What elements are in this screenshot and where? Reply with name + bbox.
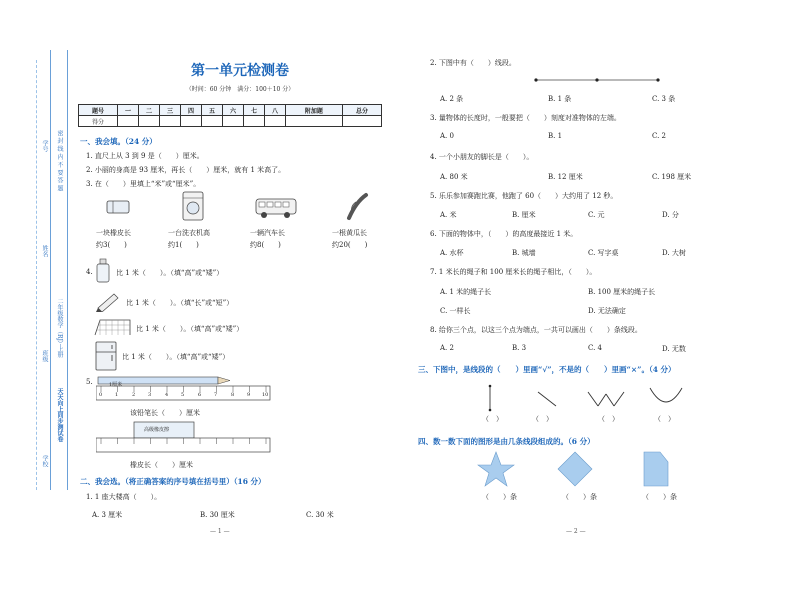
segment-figure [534,76,660,84]
score-cell[interactable] [117,116,138,127]
s2-q6: 6. 下面的物体中，（ ）的高度最接近 1 米。 [430,230,578,238]
page-number-1: — 1 — [210,528,230,535]
ruler-tick: 7 [214,392,218,398]
s2-q1-option-a[interactable]: A. 3 厘米 [92,511,123,519]
s2-q5: 5. 乐乐参加赛跑比赛，他跑了 60（ ）大约用了 12 秒。 [430,192,618,200]
cap4a: 一根黄瓜长 [332,229,367,237]
s2-q8: 8. 给你三个点，以这三个点为端点，一共可以画出（ ）条线段。 [430,326,642,334]
score-cell[interactable] [243,116,264,127]
s2-q7-option-c[interactable]: C. 一样长 [440,307,471,315]
s4-answer-diamond[interactable]: （ ）条 [562,493,597,501]
s2-q7-option-d[interactable]: D. 无法确定 [588,307,626,315]
s3-answer-3[interactable]: （ ） [598,415,619,423]
s4-answer-pentagon[interactable]: （ ）条 [642,493,677,501]
cut-line [36,60,37,490]
side-label-school: 学校 [41,455,48,467]
s1-q4a: 比 1 米（ ）。（填“高”或“矮”） [116,269,224,277]
ruler-tick: 1 [115,392,119,398]
s1-q4d: 比 1 米（ ）。（填“高”或“矮”） [122,353,230,361]
side-label-class: 班级 [41,350,48,362]
s2-q7-option-b[interactable]: B. 100 厘米的绳子长 [588,288,656,296]
s2-q3: 3. 量物体的长度时，一般要把（ ）刻度对准物体的左端。 [430,114,621,122]
segment-shapes-row [478,382,698,414]
ruler-tick: 2 [132,392,136,398]
s2-q4: 4. 一个小朋友的脚长是（ ）。 [430,153,534,161]
diamond-icon [556,450,594,488]
s1-q1: 1. 直尺上从 3 到 9 是（ ）厘米。 [86,152,204,160]
side-label-student-id: 学号 [41,140,48,152]
soccer-goal-icon [92,316,134,338]
score-head-cell: 题号 [79,105,118,116]
section-3-title: 三、下图中，是线段的（ ）里画“√”，不是的（ ）里画“×”。（4 分） [418,365,676,374]
s2-q3-option-b[interactable]: B. 1 [548,132,563,140]
s2-q2: 2. 下图中有（ ）线段。 [430,59,516,67]
s2-q5-option-a[interactable]: A. 米 [440,211,457,219]
eraser-icon [104,196,132,218]
cap1b: 约3( ) [96,241,127,249]
s1-q3: 3. 在（ ）里填上“米”或“厘米”。 [86,180,201,188]
page-number-2: — 2 — [566,528,586,535]
s2-q8-option-d[interactable]: D. 无数 [662,345,686,353]
s2-q6-option-d[interactable]: D. 大树 [662,249,686,257]
pencil-ruler-figure [96,374,272,408]
s2-q4-option-a[interactable]: A. 80 米 [440,173,468,181]
score-row-label: 得分 [79,116,118,127]
ruler-tick: 6 [198,392,202,398]
s4-answer-star[interactable]: （ ）条 [482,493,517,501]
ruler-tick: 3 [148,392,152,398]
exam-meta: （时间：60 分钟 满分：100＋10 分） [185,86,295,93]
ruler-tick: 0 [99,392,103,398]
ruler-tick: 10 [262,392,269,398]
score-head-cell: 五 [201,105,222,116]
bottle-icon [94,258,112,284]
ruler-tick: 4 [165,392,169,398]
score-head-cell: 八 [264,105,285,116]
pencil-caption: 该铅笔长（ ）厘米 [130,409,200,417]
s2-q7: 7. 1 米长的绳子和 100 厘米长的绳子相比，（ ）。 [430,268,597,276]
page-title: 第一单元检测卷 [191,63,289,79]
section-2-title: 二、我会选。（将正确答案的序号填在括号里）（16 分） [80,477,266,486]
seal-notice: 密 封 线 内 不 要 答 题 [56,130,63,192]
s1-q2: 2. 小丽的身高是 93 厘米，再长（ ）厘米，就有 1 米高了。 [86,166,286,174]
course-label: 二年级数学（RJ）·上册 [56,298,63,358]
cap4b: 约20( ) [332,241,368,249]
ruler-tick: 8 [231,392,235,398]
cap2b: 约1( ) [168,241,199,249]
score-head-cell: 一 [117,105,138,116]
ruler-tick: 5 [181,392,185,398]
score-cell[interactable] [201,116,222,127]
s3-answer-2[interactable]: （ ） [532,415,553,423]
pentagon-card-icon [640,450,672,488]
s2-q6-option-c[interactable]: C. 写字桌 [588,249,619,257]
s2-q1-option-b[interactable]: B. 30 厘米 [200,511,235,519]
cap3a: 一辆汽车长 [250,229,285,237]
refrigerator-icon [94,340,118,372]
ruler-tick: 9 [247,392,251,398]
s2-q7-option-a[interactable]: A. 1 米的绳子长 [440,288,492,296]
cap2a: 一台洗衣机高 [168,229,210,237]
score-head-cell: 附加题 [285,105,342,116]
score-head-cell: 总分 [342,105,381,116]
s2-q8-option-b[interactable]: B. 3 [512,344,527,352]
score-head-cell: 六 [222,105,243,116]
s3-answer-4[interactable]: （ ） [654,415,675,423]
s2-q5-option-d[interactable]: D. 分 [662,211,679,219]
eraser-ruler-figure [96,420,272,456]
pencil-icon [94,290,122,312]
score-cell[interactable] [159,116,180,127]
s2-q5-option-b[interactable]: B. 厘米 [512,211,536,219]
side-label-name: 姓名 [41,245,48,257]
cap3b: 约8( ) [250,241,281,249]
s2-q4-option-c[interactable]: C. 198 厘米 [652,173,692,181]
section-4-title: 四、数一数下面的图形是由几条线段组成的。（6 分） [418,437,595,446]
s2-q3-option-c[interactable]: C. 2 [652,132,667,140]
s1-q4b: 比 1 米（ ）。（填“长”或“短”） [126,299,234,307]
s2-q2-option-c[interactable]: C. 3 条 [652,95,676,103]
s2-q8-option-c[interactable]: C. 4 [588,344,603,352]
score-cell[interactable] [180,116,201,127]
s2-q1: 1. 1 座大楼高（ ）。 [86,493,162,501]
s2-q5-option-c[interactable]: C. 元 [588,211,605,219]
washing-machine-icon [180,190,206,222]
s2-q3-option-a[interactable]: A. 0 [440,132,454,140]
s2-q1-option-c[interactable]: C. 30 米 [306,511,334,519]
s2-q8-option-a[interactable]: A. 2 [440,344,454,352]
bus-icon [254,196,298,220]
s2-q6-option-b[interactable]: B. 城墙 [512,249,536,257]
s3-answer-1[interactable]: （ ） [482,415,503,423]
score-head-cell: 四 [180,105,201,116]
section-1-title: 一、我会填。（24 分） [80,137,157,146]
score-table [78,104,382,127]
s1-q5-number: 5. [86,378,93,386]
score-head-cell: 二 [138,105,159,116]
star-icon [476,450,516,488]
s2-q6-option-a[interactable]: A. 水杯 [440,249,464,257]
score-cell[interactable] [285,116,342,127]
brand-label: 天天向上同步测试卷 [56,388,63,442]
score-cell[interactable] [138,116,159,127]
score-cell[interactable] [222,116,243,127]
eraser-brand-label: 高级橡皮擦 [144,427,170,433]
eraser-caption: 橡皮长（ ）厘米 [130,461,193,469]
score-cell[interactable] [264,116,285,127]
s2-q4-option-b[interactable]: B. 12 厘米 [548,173,583,181]
ruler-unit-label: 1厘米 [109,382,123,388]
score-head-cell: 三 [159,105,180,116]
score-cell[interactable] [342,116,381,127]
cucumber-icon [344,192,370,222]
s1-q4-number: 4. [86,268,93,276]
cap1a: 一块橡皮长 [96,229,131,237]
s2-q2-option-a[interactable]: A. 2 条 [440,95,464,103]
s1-q4c: 比 1 米（ ）。（填“高”或“矮”） [136,325,244,333]
s2-q2-option-b[interactable]: B. 1 条 [548,95,572,103]
score-head-cell: 七 [243,105,264,116]
